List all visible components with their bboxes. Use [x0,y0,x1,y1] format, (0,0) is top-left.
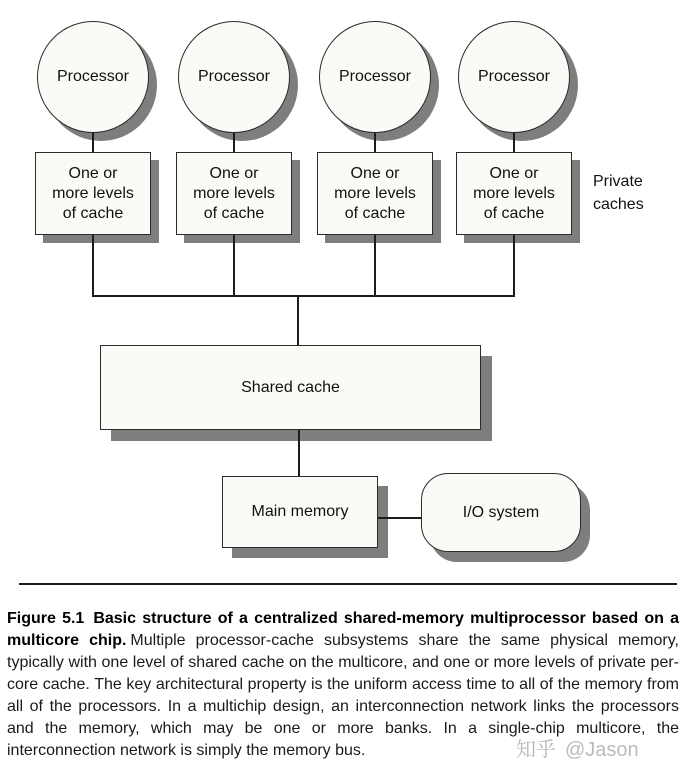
cache3-line1: One or [350,164,400,182]
connector-processor1-cache1 [92,131,94,152]
processor3-circle [319,21,431,133]
processor3-label: Processor [338,68,412,85]
connector-main-memory-io [377,517,421,519]
connector-cache3-bus [374,235,376,296]
cache2-line2: more levels [193,184,275,202]
main-memory-box [222,476,378,548]
main-memory-label: Main memory [251,503,349,520]
cache1-line3: of cache [62,204,124,222]
processor2-circle [178,21,290,133]
cache4-box [456,152,572,235]
connector-shared-cache-main-memory [298,429,300,477]
connector-processor4-cache4 [513,131,515,152]
io-system-label: I/O system [462,503,540,521]
private-caches-label-line2: caches [593,196,644,213]
connector-processor3-cache3 [374,131,376,152]
private-caches-label [593,170,644,216]
cache3-line3: of cache [344,204,406,222]
processor1-circle [37,21,149,133]
zhihu-brand-text: 知乎 [516,739,556,761]
cache4-line1: One or [489,164,539,182]
shared-cache-box [100,345,481,430]
figure-number: Figure 5.1 [7,610,85,627]
connector-processor2-cache2 [233,131,235,152]
cache2-line1: One or [209,164,259,182]
connector-cache1-bus [92,235,94,296]
connector-bus-shared-cache [297,296,299,346]
connector-cache2-bus [233,235,235,296]
cache4-line3: of cache [483,204,545,222]
cache3-box [317,152,433,235]
bus-line [92,295,515,297]
watermark-handle: @Jason [565,739,639,761]
processor1-label: Processor [56,68,130,85]
zhihu-watermark [516,733,639,762]
processor2-label: Processor [197,68,271,85]
caption-divider [19,583,677,585]
private-caches-label-line1: Private [593,173,643,190]
processor4-circle [458,21,570,133]
cache2-box [176,152,292,235]
cache1-line1: One or [68,164,118,182]
shared-cache-label: Shared cache [241,378,340,396]
io-system-box [421,473,581,552]
figure-caption-body: Multiple processor-cache subsystems share the same physical memory, typically with one level of shared cache on the multicore, and one or more levels of private per-core cache. The key architectural property is the uniform access time to all of the memory from all of the processors. In a multichip design, an interconnection network links the processors and the memory, which may be one or more banks. In a single-chip multicore, the interconnection network is simply the memory bus. [7,632,679,759]
connector-cache4-bus [513,235,515,296]
cache1-line2: more levels [52,184,134,202]
cache3-line2: more levels [334,184,416,202]
cache2-line3: of cache [203,204,265,222]
cache4-line2: more levels [473,184,555,202]
cache1-box [35,152,151,235]
figure-title: Basic structure of a centralized shared-memory multiprocessor based on a multicore chip. [7,610,679,649]
processor4-label: Processor [477,68,551,85]
